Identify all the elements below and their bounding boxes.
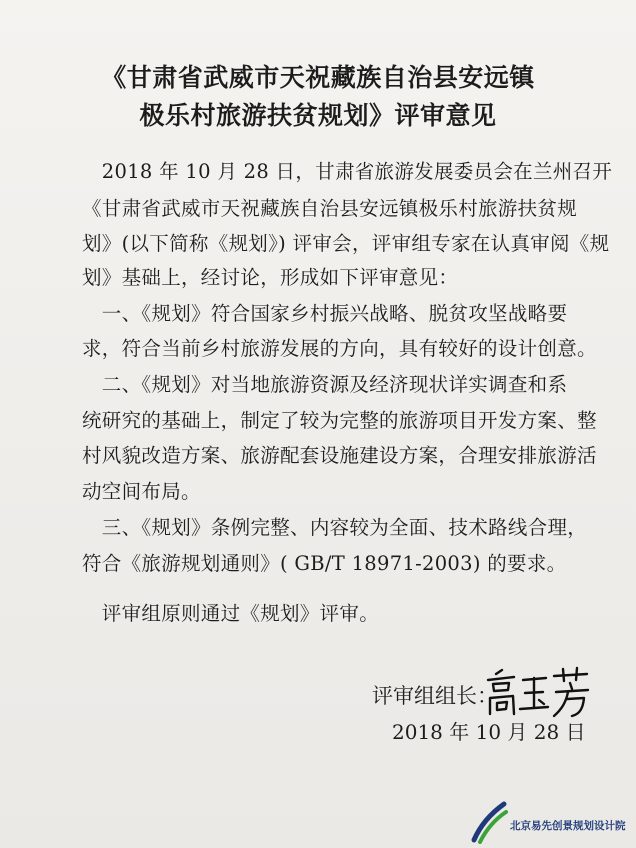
body-line: 动空间布局。: [82, 480, 201, 503]
signer-label: 评审组组长：: [372, 684, 498, 708]
institute-logo-text: 北京易先创景规划设计院: [510, 820, 626, 832]
body-line: 划》基础上，经讨论，形成如下评审意见：: [82, 266, 459, 289]
body-line: 2018 年 10 月 28 日，甘肃省旅游发展委员会在兰州召开: [82, 160, 613, 183]
body-line: 统研究的基础上，制定了较为完整的旅游项目开发方案、整: [82, 409, 597, 432]
body-line: 三、《规划》条例完整、内容较为全面、技术路线合理，: [82, 516, 588, 539]
body-line: 符合《旅游规划通则》( GB/T 18971-2003) 的要求。: [82, 552, 567, 575]
body-line: 划》(以下简称《规划》) 评审会，评审组专家在认真审阅《规: [82, 232, 610, 255]
document-title-line-1: 《甘肃省武威市天祝藏族自治县安远镇: [101, 63, 535, 92]
body-line: 《甘肃省武威市天祝藏族自治县安远镇极乐村旅游扶贫规: [82, 197, 578, 220]
body-line: 一、《规划》符合国家乡村振兴战略、脱贫攻坚战略要: [82, 302, 568, 325]
handwritten-signature: [484, 664, 594, 720]
body-line: 村风貌改造方案、旅游配套设施建设方案，合理安排旅游活: [82, 444, 597, 467]
institute-logo-icon: [470, 800, 510, 844]
body-line: 评审组原则通过《规划》评审。: [82, 602, 380, 625]
document-title-line-2: 极乐村旅游扶贫规划》评审意见: [139, 101, 497, 130]
body-line: 求，符合当前乡村旅游发展的方向，具有较好的设计创意。: [82, 337, 597, 360]
body-line: 二、《规划》对当地旅游资源及经济现状详实调查和系: [82, 373, 568, 396]
sign-date: 2018 年 10 月 28 日: [392, 720, 586, 744]
